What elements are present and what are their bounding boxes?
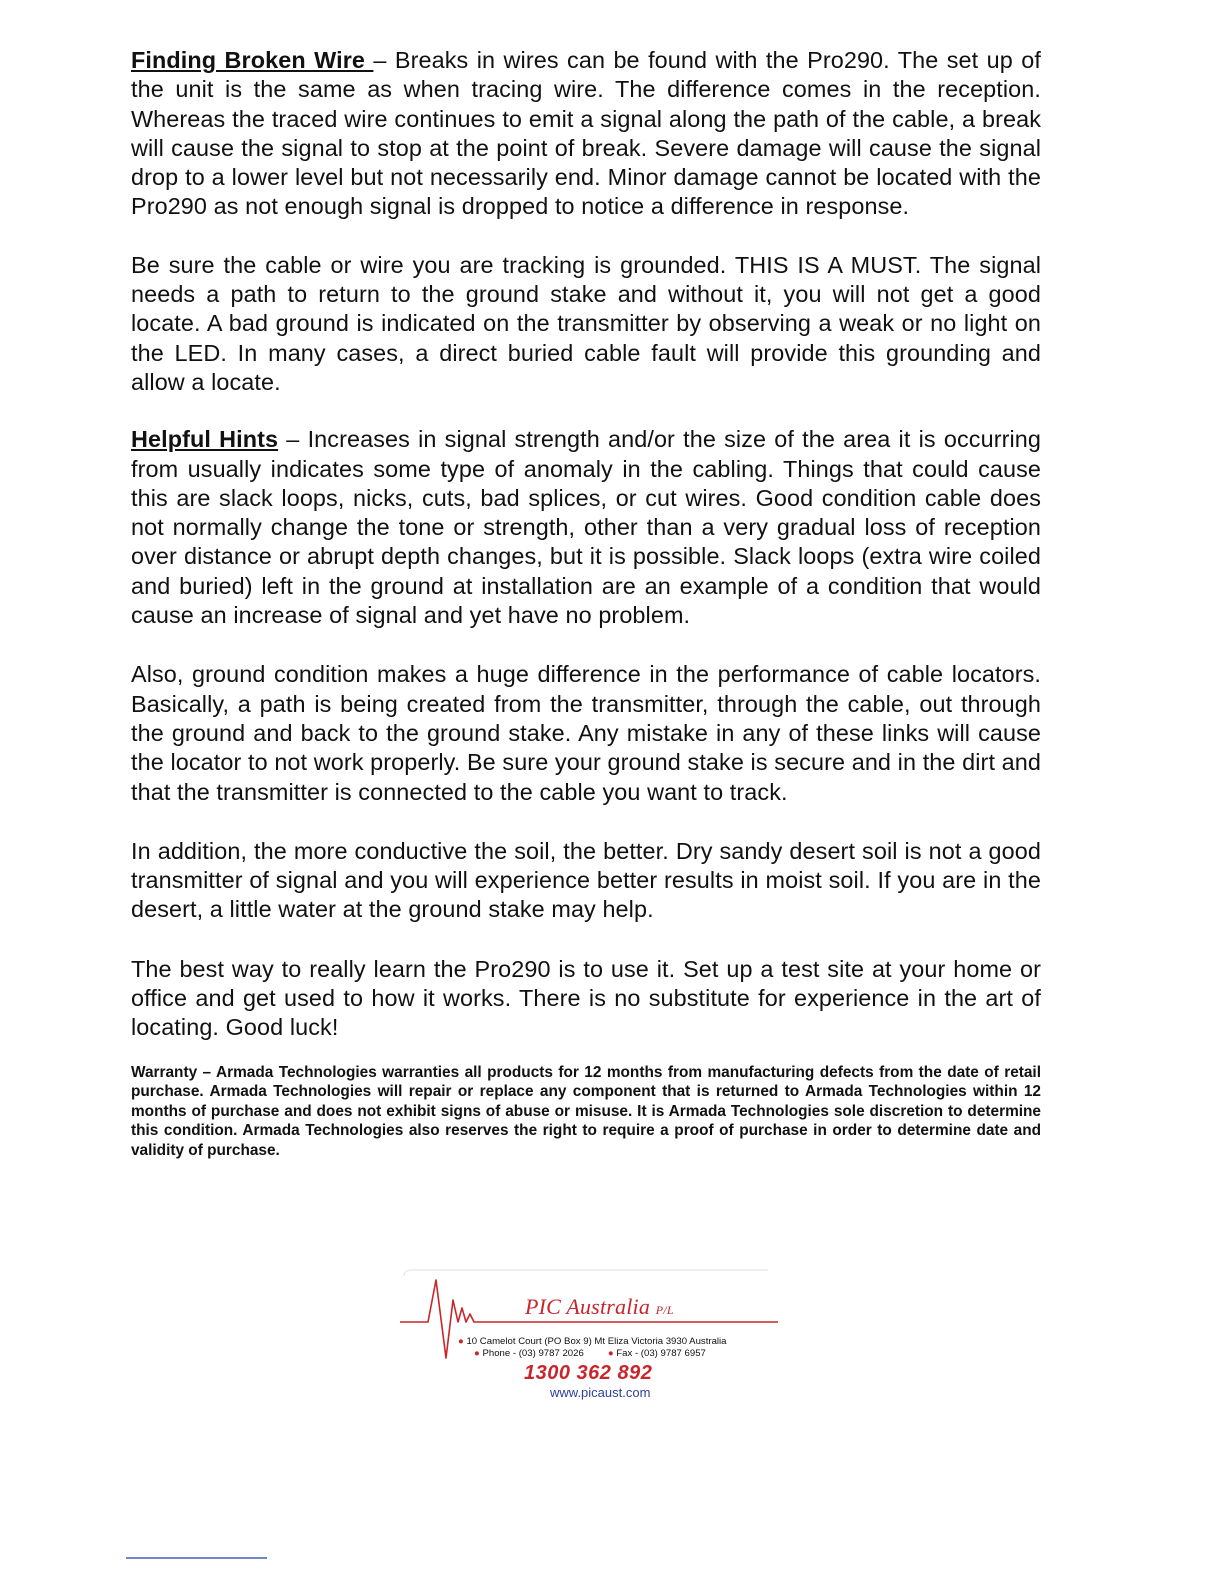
heading-helpful-hints: Helpful Hints xyxy=(131,426,279,453)
paragraph-text: – Increases in signal strength and/or the size of the area it is occurring from usually indicates some type of anomaly in the cabling. Things that could cause this are slack loops, nicks, cuts, bad splices, or cut wires. Good condition cable does not normally change the tone or strength, other than a very gradual loss of reception over distance or abrupt depth changes, but it is possible. Slack loops (extra wire coiled and buried) left in the ground at installation are an example of a condition that would cause an increase of signal and yet have no problem. xyxy=(131,426,1041,629)
phone-text: Phone - (03) 9787 2026 xyxy=(482,1348,584,1359)
paragraph-ground-condition xyxy=(131,660,1041,806)
paragraph-helpful-hints xyxy=(131,425,1041,630)
bullet-icon: ● xyxy=(474,1348,480,1359)
paragraph-best-way xyxy=(131,955,1041,1043)
paragraph-finding-broken-wire xyxy=(131,46,1041,222)
paragraph-text: In addition, the more conductive the soil, the better. Dry sandy desert soil is not a good transmitter of signal and you will experience better results in moist soil. If you are in the desert, a little water at the ground stake may help. xyxy=(131,837,1041,923)
document-body xyxy=(131,46,1041,1176)
company-name-text: PIC Australia xyxy=(525,1294,651,1319)
company-phones xyxy=(474,1348,706,1359)
paragraph-text: The best way to really learn the Pro290 is to use it. Set up a test site at your home or office and get used to how it works. There is no substitute for experience in the art of locating. Good luck! xyxy=(131,955,1041,1041)
fax-text: Fax - (03) 9787 6957 xyxy=(616,1348,706,1359)
company-suffix: P/L xyxy=(655,1303,674,1317)
stamp-card-outline xyxy=(404,1270,768,1276)
bullet-icon: ● xyxy=(607,1348,614,1359)
hotline-number: 1300 362 892 xyxy=(524,1362,653,1384)
company-name xyxy=(525,1294,674,1320)
paragraph-soil xyxy=(131,837,1041,925)
company-website[interactable]: www.picaust.com xyxy=(550,1385,651,1400)
bullet-icon: ● xyxy=(458,1336,464,1347)
warranty-note: Warranty – Armada Technologies warranties all products for 12 months from manufacturing defects from the date of retail purchase. Armada Technologies will repair or replace any component that is returned to Armada Technologies within 12 months of purchase and does not exhibit signs of abuse or misuse. It is Armada Technologies sole discretion to determine this condition. Armada Technologies also reserves the right to require a proof of purchase in order to determine date and validity of purchase. xyxy=(131,1063,1041,1159)
company-stamp xyxy=(398,1268,778,1408)
paragraph-text: – Breaks in wires can be found with the Pro290. The set up of the unit is the same as when tracing wire. The difference comes in the reception. Whereas the traced wire continues to emit a signal along the path of the cable, a break will cause the signal to stop at the point of break. Severe damage will cause the signal drop to a lower level but not necessarily end. Minor damage cannot be located with the Pro290 as not enough signal is dropped to notice a difference in response. xyxy=(131,47,1041,220)
paragraph-text: Be sure the cable or wire you are tracking is grounded. THIS IS A MUST. The signal needs a path to return to the ground stake and without it, you will not get a good locate. A bad ground is indicated on the transmitter by observing a weak or no light on the LED. In many cases, a direct buried cable fault will provide this grounding and allow a locate. xyxy=(131,251,1041,395)
bottom-rule xyxy=(126,1557,267,1559)
company-address xyxy=(458,1336,727,1347)
paragraph-grounding xyxy=(131,251,1041,397)
paragraph-text: Also, ground condition makes a huge difference in the performance of cable locators. Basically, a path is being created from the transmitter, through the cable, out through the ground and back to the ground stake. Any mistake in any of these links will cause the locator to not work properly. Be sure your ground stake is secure and in the dirt and that the transmitter is connected to the cable you want to track. xyxy=(131,661,1041,805)
heading-finding-broken-wire: Finding Broken Wire xyxy=(131,47,374,73)
address-text: 10 Camelot Court (PO Box 9) Mt Eliza Victoria 3930 Australia xyxy=(466,1336,727,1347)
